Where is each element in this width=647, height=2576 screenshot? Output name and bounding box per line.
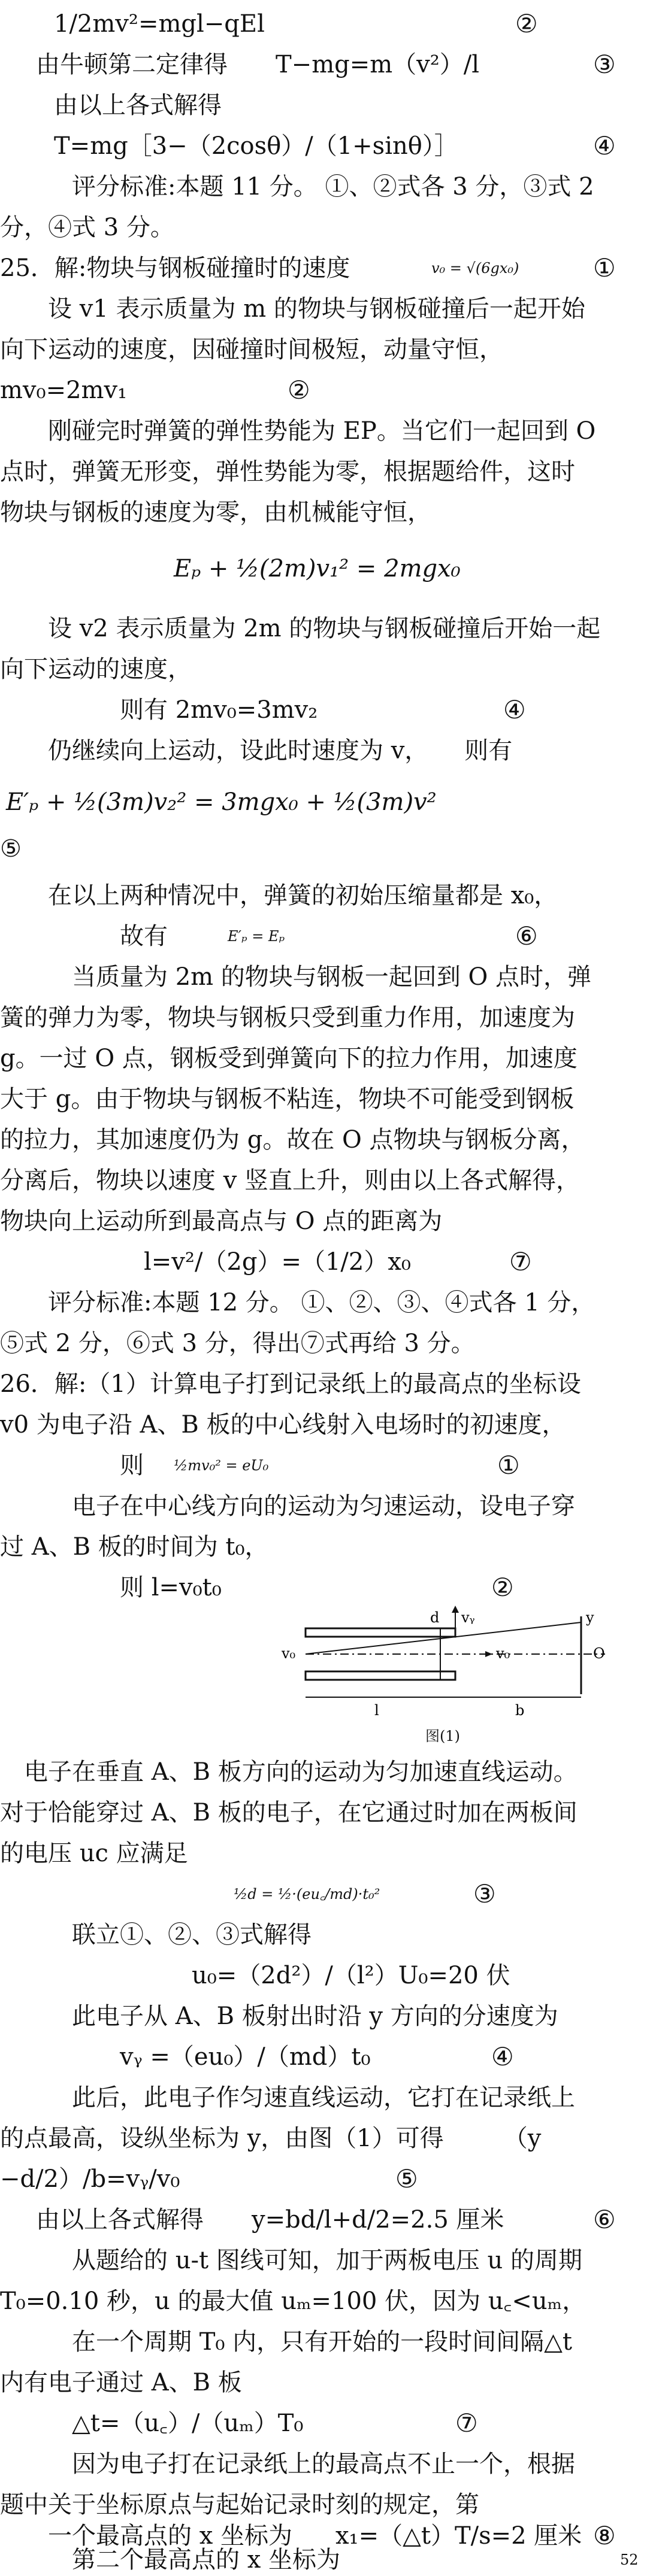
line-text: T₀=0.10 秒，u 的最大值 uₘ=100 伏，因为 u꜀<uₘ， xyxy=(0,2287,586,2315)
label-v0-mid: v₀ xyxy=(496,1645,510,1662)
line-text: ⑤式 2 分，⑥式 3 分，得出⑦式再给 3 分。 xyxy=(0,1330,475,1357)
line-text: 26．解:（1）计算电子打到记录纸上的最高点的坐标设 xyxy=(0,1370,581,1398)
plate-b xyxy=(306,1671,455,1680)
label-d: d xyxy=(430,1609,440,1626)
vy-arrow-head xyxy=(452,1606,459,1613)
equation-number: ④ xyxy=(491,2042,514,2071)
text-line xyxy=(0,2545,599,2574)
equation-number: ② xyxy=(491,1573,514,1602)
equation-number: ① xyxy=(593,253,616,283)
line-text: 设 v1 表示质量为 m 的物块与钢板碰撞后一起开始 xyxy=(48,295,585,323)
equation: 1/2mv²=mgl−qEl xyxy=(54,10,265,38)
display-equation: ½d = ½·(eu꜀/md)·t₀² xyxy=(234,1886,380,1903)
plate-a xyxy=(306,1628,455,1637)
text-line xyxy=(0,489,647,536)
inline-equation: ½mv₀² = eU₀ xyxy=(174,1457,269,1474)
equation-number: ⑤ xyxy=(395,2164,418,2193)
equation-number: ⑥ xyxy=(515,921,538,951)
equation-number: ⑧ xyxy=(593,2521,616,2550)
label-l: l xyxy=(374,1702,379,1719)
line-text: 一个最高点的 x 坐标为 xyxy=(48,2522,292,2550)
line-text: 在以上两种情况中，弹簧的初始压缩量都是 x₀， xyxy=(48,882,558,909)
line-text: 由以上各式解得 y=bd/l+d/2=2.5 厘米 xyxy=(36,2206,504,2234)
text-line xyxy=(0,825,647,873)
label-b: b xyxy=(515,1702,525,1719)
equation-number: ⑥ xyxy=(593,2205,616,2234)
line-text: 电子在垂直 A、B 板方向的运动为匀加速直线运动。 xyxy=(24,1758,578,1786)
equation-number: ⑦ xyxy=(509,1247,532,1276)
v0-arrow-head xyxy=(485,1651,492,1657)
label-y: y xyxy=(586,1609,594,1626)
line-text: 内有电子通过 A、B 板 xyxy=(0,2369,242,2396)
equation-number: ③ xyxy=(593,50,616,79)
line-text: 评分标准:本题 11 分。 ①、②式各 3 分，③式 2 xyxy=(72,173,594,201)
line-text: 仍继续向上运动，设此时速度为 v， 则有 xyxy=(48,737,513,764)
line-text: 题中关于坐标原点与起始记录时刻的规定，第 xyxy=(0,2491,479,2519)
equation-number: ② xyxy=(515,9,538,38)
line-text: 的电压 uc 应满足 xyxy=(0,1840,188,1867)
line-text: 物块向上运动所到最高点与 O 点的距离为 xyxy=(0,1207,443,1235)
line-text: 刚碰完时弹簧的弹性势能为 EP。当它们一起回到 O xyxy=(48,417,596,445)
line-text: 过 A、B 板的时间为 t₀， xyxy=(0,1533,269,1561)
line-text: 由以上各式解得 xyxy=(54,92,222,119)
inline-equation: v₀ = √(6gx₀) xyxy=(431,260,519,277)
line-text: 簧的弹力为零，物块与钢板只受到重力作用，加速度为 xyxy=(0,1004,575,1031)
line-text: g。一过 O 点，钢板受到弹簧向下的拉力作用，加速度 xyxy=(0,1045,578,1072)
equation: vᵧ =（eu₀）/（md）t₀ xyxy=(120,2043,371,2071)
trajectory-line xyxy=(306,1622,581,1654)
page-number: 52 xyxy=(620,2551,639,2568)
line-text: 电子在中心线方向的运动为匀速运动，设电子穿 xyxy=(72,1492,575,1520)
label-v0-left: v₀ xyxy=(282,1645,296,1662)
line-text: 的拉力，其加速度仍为 g。故在 O 点物块与钢板分离， xyxy=(0,1126,585,1154)
line-text: 此后，此电子作匀速直线运动，它打在记录纸上 xyxy=(72,2084,575,2111)
line-text: 向下运动的速度， xyxy=(0,656,192,683)
equation-number: ② xyxy=(288,375,310,405)
label-o: O xyxy=(593,1645,605,1662)
text-line xyxy=(0,772,647,832)
line-text: 大于 g。由于物块与钢板不粘连，物块不可能受到钢板 xyxy=(0,1085,575,1113)
equation: 则 l=v₀t₀ xyxy=(120,1574,222,1601)
equation-number: ⑤ xyxy=(0,835,22,863)
line-text: 从题给的 u-t 图线可知，加于两板电压 u 的周期 xyxy=(72,2247,582,2274)
equation-number: ③ xyxy=(473,1879,496,1909)
equation-number: ⑦ xyxy=(455,2408,478,2438)
text-line xyxy=(0,539,647,599)
equation: u₀=（2d²）/（l²）U₀=20 伏 xyxy=(192,1962,510,1989)
equation: T=mg［3−（2cosθ）/（1+sinθ）］ xyxy=(54,132,458,160)
line-text: 向下运动的速度，因碰撞时间极短，动量守恒， xyxy=(0,336,503,363)
line-text: 由牛顿第二定律得 T−mg=m（v²）/l xyxy=(36,51,480,78)
equation: 则有 2mv₀=3mv₂ xyxy=(120,696,318,724)
line-text: 的点最高，设纵坐标为 y，由图（1）可得 （y xyxy=(0,2125,542,2152)
line-text: 设 v2 表示质量为 2m 的物块与钢板碰撞后开始一起 xyxy=(48,615,601,642)
line-text: 联立①、②、③式解得 xyxy=(72,1921,312,1949)
line-text: v0 为电子沿 A、B 板的中心线射入电场时的初速度， xyxy=(0,1411,566,1439)
line-text: 评分标准:本题 12 分。 ①、②、③、④式各 1 分， xyxy=(48,1289,595,1316)
line-text: 当质量为 2m 的物块与钢板一起回到 O 点时，弹 xyxy=(72,963,592,991)
text-line xyxy=(0,727,647,775)
line-text: 分离后，物块以速度 v 竖直上升，则由以上各式解得， xyxy=(0,1167,581,1194)
figure-caption: 图(1) xyxy=(425,1728,460,1744)
inline-equation: E′ₚ = Eₚ xyxy=(228,928,285,945)
line-text: 第二个最高点的 x 坐标为 xyxy=(72,2546,340,2574)
line-text: 在一个周期 T₀ 内，只有开始的一段时间间隔△t xyxy=(72,2328,572,2356)
line-text: 点时，弹簧无形变，弹性势能为零，根据题给件，这时 xyxy=(0,458,575,486)
equation-number: ① xyxy=(497,1451,520,1480)
label-vy: vᵧ xyxy=(461,1609,475,1626)
equation-number: ④ xyxy=(503,695,526,724)
line-text: 此电子从 A、B 板射出时沿 y 方向的分速度为 xyxy=(72,2002,558,2030)
line-text: 对于恰能穿过 A、B 板的电子，在它通过时加在两板间 xyxy=(0,1799,578,1826)
equation: △t=（u꜀）/（uₘ）T₀ xyxy=(72,2410,304,2437)
line-text: 故有 xyxy=(120,923,168,950)
equation: −d/2）/b=vᵧ/v₀ xyxy=(0,2165,180,2193)
line-text: 则 xyxy=(120,1452,144,1479)
figure-caption-line xyxy=(0,1724,647,1748)
line-text: 物块与钢板的速度为零，由机械能守恒， xyxy=(0,499,431,526)
line-text: 分，④式 3 分。 xyxy=(0,214,174,241)
figure-1-diagram xyxy=(282,1604,617,1724)
equation-number: ④ xyxy=(593,131,616,160)
equation: mv₀=2mv₁ xyxy=(0,377,128,404)
line-text: 因为电子打在记录纸上的最高点不止一个，根据 xyxy=(72,2450,575,2478)
equation: l=v²/（2g）=（1/2）x₀ xyxy=(144,1248,411,1276)
line-text: 25．解:物块与钢板碰撞时的速度 xyxy=(0,254,350,282)
equation: x₁=（△t）T/s=2 厘米 xyxy=(335,2522,582,2550)
display-equation: Eₚ + ½(2m)v₁² = 2mgx₀ xyxy=(174,555,461,582)
display-equation: E′ₚ + ½(3m)v₂² = 3mgx₀ + ½(3m)v² xyxy=(6,788,437,816)
